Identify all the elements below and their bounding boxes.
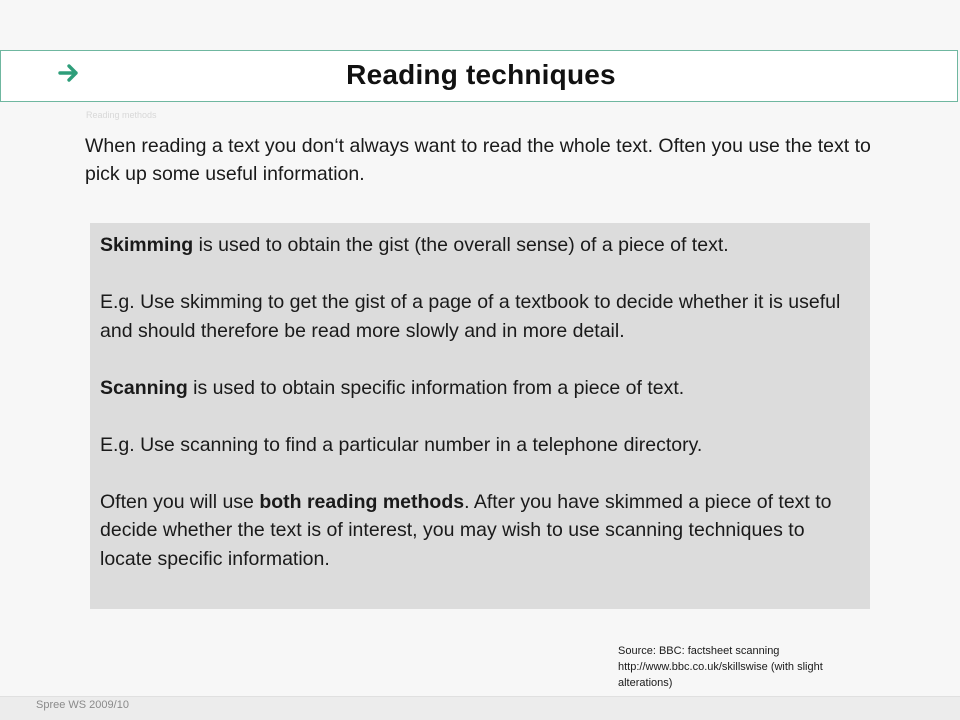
intro-text: When reading a text you don‘t always want to read the whole text. Often you use the text to pick up some useful information. [85,135,871,185]
scanning-term: Scanning [100,376,188,399]
content-text [100,231,860,573]
scanning-paragraph [100,374,860,403]
faint-label: Reading methods [86,110,157,120]
skimming-term: Skimming [100,234,194,256]
footer-bar [0,696,960,720]
source-line-1: Source: BBC: factsheet scanning [618,645,780,657]
scanning-example: E.g. Use scanning to find a particular number in a telephone directory. [100,433,703,456]
footer-text: Spree WS 2009/10 [36,699,129,711]
source-citation [618,643,878,691]
skimming-paragraph [100,231,860,260]
title-bar [0,50,958,102]
both-post: . After you have skimmed a piece of text to decide whether the text is of interest, you may wish to use scanning techniques to locate specific information. [100,490,832,570]
skimming-example: E.g. Use skimming to get the gist of a page of a textbook to decide whether it is useful and should therefore be read more slowly and in more detail. [100,291,841,342]
source-line-2: http://www.bbc.co.uk/skillswise (with slight [618,661,823,673]
scanning-definition: is used to obtain specific information from a piece of text. [187,376,685,399]
source-line-3: alterations) [618,677,673,689]
both-term: both reading methods [259,490,465,513]
page-title: Reading techniques [346,59,616,90]
both-pre: Often you will use [100,490,260,513]
skimming-definition: is used to obtain the gist (the overall sense) of a piece of text. [193,234,729,256]
both-methods-paragraph [100,488,860,574]
